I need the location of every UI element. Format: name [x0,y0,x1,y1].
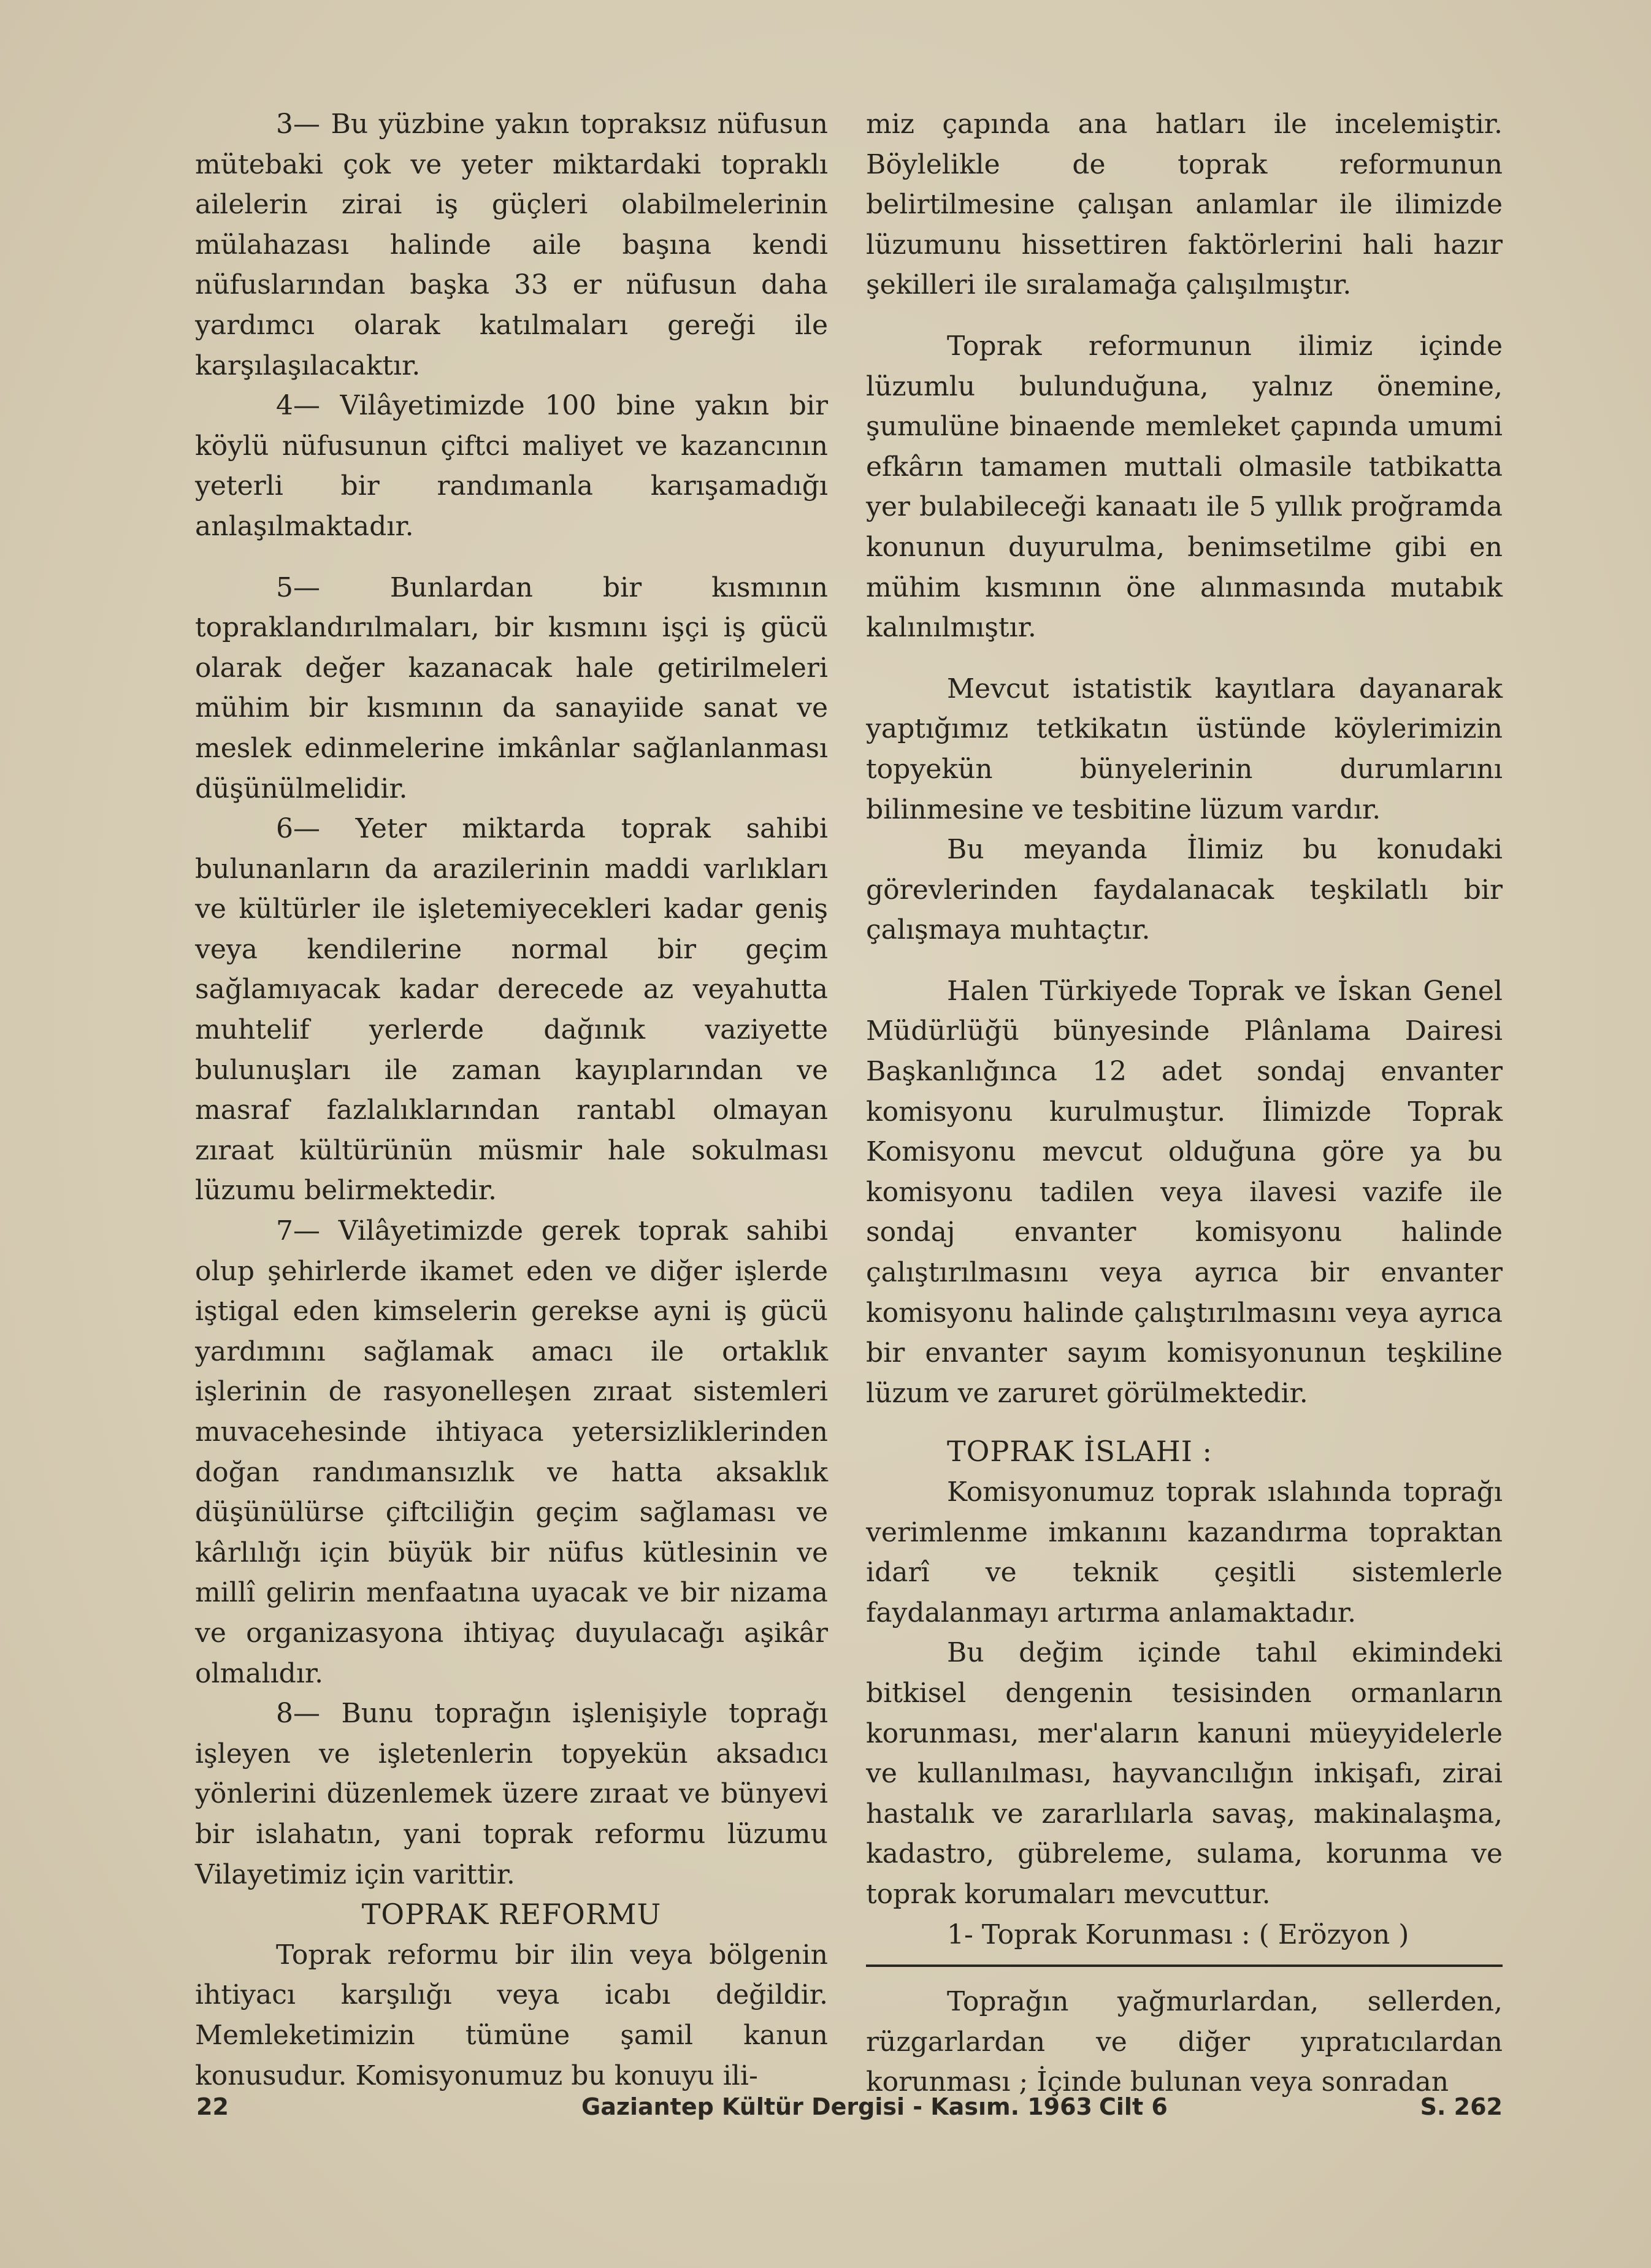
section-heading-toprak-islahi: TOPRAK İSLAHI : [947,1435,1213,1468]
paragraph-continuation: miz çapında ana hatları ile incelemiştir. Böylelikle de toprak reformunun belirtilmesine çalışan anlamlar ile ilimizde lüzumunu hissettiren faktörlerini hali hazır şekilleri ile sıralamağa çalışılmıştır. [866,109,1503,301]
journal-title: Gaziantep Kültür Dergisi - Kasım. 1963 [581,2093,1092,2120]
paragraph-item-8: 8— Bunu toprağın işlenişiyle toprağı işleyen ve işletenlerin topyekün aksadıcı yönlerini düzenlemek üzere zıraat ve bünyevi bir islahatın, yani toprak reformu lüzumu Vilayetimiz için varittir. [195,1698,828,1890]
paragraph-islah-definition: Komisyonumuz toprak ıslahında toprağı verimlenme imkanını kazandırma topraktan idarî ve teknik çeşitli sistemlerle faydalanmayı artırma anlamaktadır. [866,1476,1503,1628]
left-column [195,104,828,2096]
paragraph-item-3: 3— Bu yüzbine yakın topraksız nüfusun mütebaki çok ve yeter miktardaki topraklı ailelerin zirai iş güçleri olabilmelerinin mülahazası halinde aile başına kendi nüfuslarından başka 33 er nüfusun daha yardımcı olarak katılmaları gereği ile karşılaşılacaktır. [195,109,828,381]
paragraph-item-5: 5— Bunlardan bir kısmının topraklandırılmaları, bir kısmını işçi iş gücü olarak değer kazanacak hale getirilmeleri mühim bir kısmının da sanayiide sanat ve meslek edinmelerine imkânlar sağlanlanması düşünülmelidir. [195,571,828,804]
page-number: 22 [196,2093,229,2120]
paragraph-organization: Bu meyanda İlimiz bu konudaki görevlerinden faydalanacak teşkilatlı bir çalışmaya muhtaçtır. [866,834,1503,946]
paragraph-commissions: Halen Türkiyede Toprak ve İskan Genel Müdürlüğü bünyesinde Plânlama Dairesi Başkanlığınca 12 adet sondaj envanter komisyonu kurulmuştur. İlimizde Toprak Komisyonu mevcut olduğuna göre ya bu komisyonu tadilen veya ilavesi vazife ile sondaj envanter komisyonu halinde çalıştırılmasını veya ayrıca bir envanter komisyonu halinde çalıştırılmasını veya ayrıca bir envanter sayım komisyonunun teşkiline lüzum ve zaruret görülmektedir. [866,975,1503,1409]
subheading-toprak-korunmasi: 1- Toprak Korunması : ( Erözyon ) [947,1919,1409,1950]
paragraph-item-6: 6— Yeter miktarda toprak sahibi bulunanların da arazilerinin maddi varlıkları ve kültürler ile işletemiyecekleri kadar geniş veya kendilerine normal bir geçim sağlamıyacak kadar derecede az veyahutta muhtelif yerlerde dağınık vaziyette bulunuşları ile zaman kayıplarından ve masraf fazlalıklarından rantabl olmayan zıraat kültürünün müsmir hale sokulması lüzumu belirmektedir. [195,813,828,1207]
paragraph-item-7: 7— Vilâyetimizde gerek toprak sahibi olup şehirlerde ikamet eden ve diğer işlerde iştigal eden kimselerin gerekse ayni iş gücü yardımını sağlamak amacı ile ortaklık işlerinin de rasyonelleşen zıraat sistemleri muvacehesinde ihtiyaca yetersizliklerinden doğan randımansızlık ve hatta aksaklık düşünülürse çiftciliğin geçim sağlaması ve kârlılığı için büyük bir nüfus kütlesinin ve millî gelirin menfaatına uyacak ve bir nizama ve organizasyona ihtiyaç duyulacağı aşikâr olmalıdır. [195,1215,828,1689]
issue-number: S. 262 [1420,2093,1503,2120]
right-column [866,104,1503,2102]
paragraph-islah-scope: Bu değim içinde tahıl ekimindeki bitkisel dengenin tesisinden ormanların korunması, mer'aların kanuni müeyyidelerle ve kullanılması, hayvancılığın inkişafı, zirai hastalık ve zararlılarla savaş, makinalaşma, kadastro, gübreleme, sulama, korunma ve toprak korumaları mevcuttur. [866,1637,1503,1910]
paragraph-statistics: Mevcut istatistik kayıtlara dayanarak yaptığımız tetkikatın üstünde köylerimizin topyekün bünyelerinin durumlarını bilinmesine ve tesbitine lüzum vardır. [866,673,1503,825]
section-heading-toprak-reformu: TOPRAK REFORMU [361,1898,662,1931]
volume-label: Cilt 6 [1099,2093,1168,2120]
paragraph-reform: Toprak reformu bir ilin veya bölgenin ihtiyacı karşılığı veya icabı değildir. Memleketimizin tümüne şamil kanun konusudur. Komisyonumuz bu konuyu ili- [195,1939,828,2091]
paragraph-reform-importance: Toprak reformunun ilimiz içinde lüzumlu bulunduğuna, yalnız önemine, şumulüne binaende memleket çapında umumi efkârın tamamen muttali olmasile tatbikatta yer bulabileceği kanaatı ile 5 yıllık proğramda konunun duyurulma, benimsetilme gibi en mühim kısmının öne alınmasında mutabık kalınılmıştır. [866,330,1503,644]
page-footer [196,2093,1503,2130]
paragraph-item-4: 4— Vilâyetimizde 100 bine yakın bir köylü nüfusunun çiftci maliyet ve kazancının yeterli bir randımanla karışamadığı anlaşılmaktadır. [195,390,828,542]
horizontal-rule [866,1964,1503,1967]
paragraph-erosion: Toprağın yağmurlardan, sellerden, rüzgarlardan ve diğer yıpratıcılardan korunması ; İçinde bulunan veya sonradan [866,1986,1503,2098]
